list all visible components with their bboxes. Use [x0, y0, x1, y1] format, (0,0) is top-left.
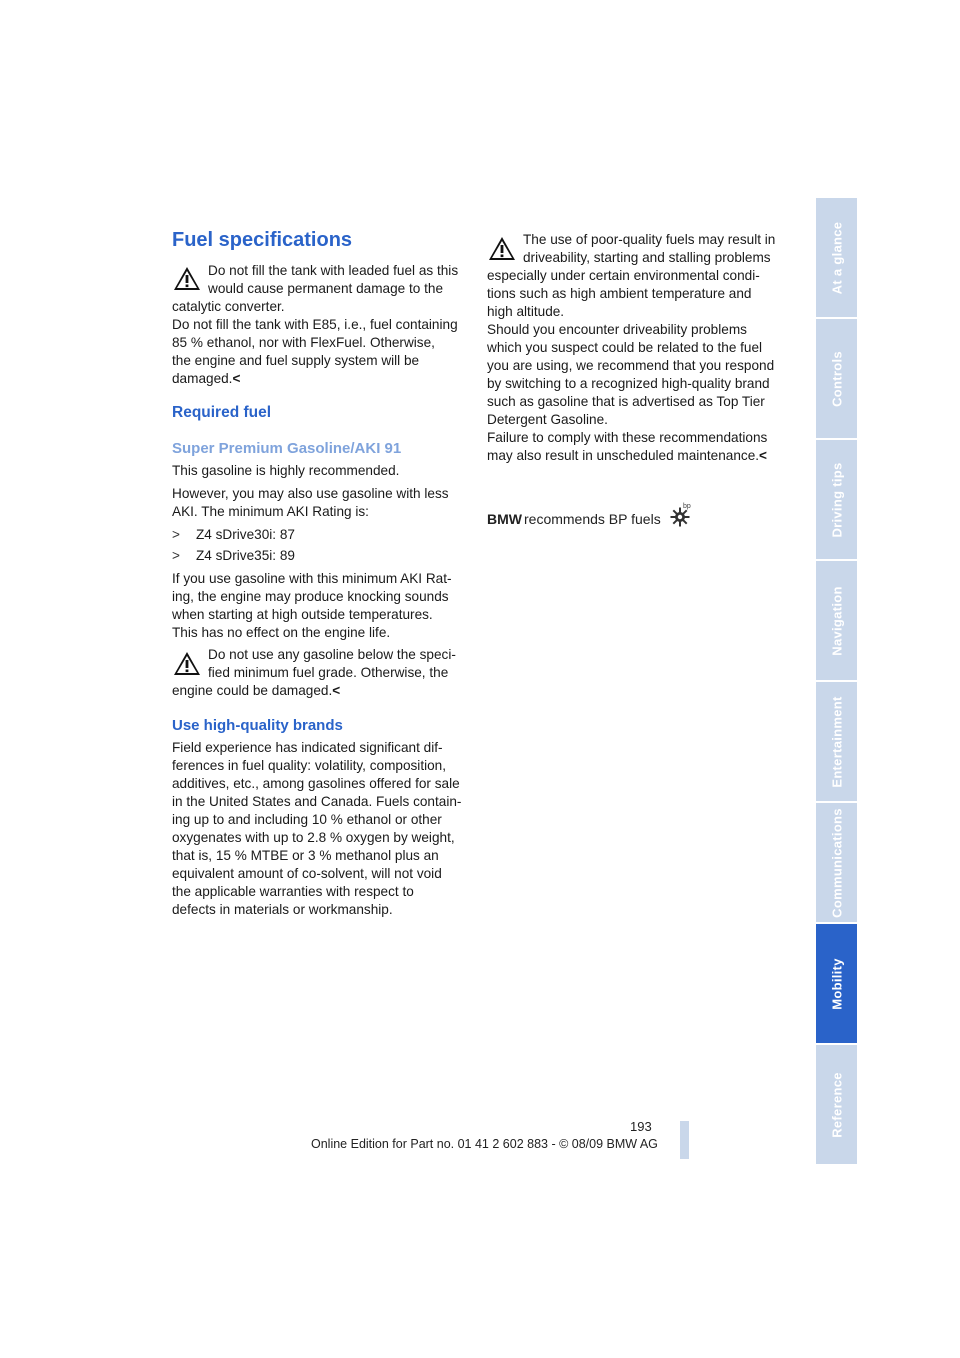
paragraph-line: ferences in fuel quality: volatility, composition, [172, 758, 447, 773]
warning-line: fied minimum fuel grade. Otherwise, the [208, 665, 449, 680]
chapter-tab-reference[interactable] [816, 1045, 857, 1164]
paragraph-line: additives, etc., among gasolines offered for sale [172, 776, 460, 791]
chapter-tab-label: Driving tips [829, 461, 844, 538]
warning-line: by switching to a recognized high-quality brand [487, 376, 770, 391]
end-mark: < [332, 683, 341, 698]
chapter-tab-label: Controls [829, 350, 844, 407]
end-mark: < [232, 371, 241, 386]
section-heading-required-fuel: Required fuel [172, 404, 272, 421]
warning-minimum-grade [172, 646, 472, 700]
paragraph-line: that is, 15 % MTBE or 3 % methanol plus an [172, 848, 439, 863]
warning-line: damaged.< [172, 371, 241, 386]
page-number: 193 [630, 1119, 652, 1134]
chapter-tab-label: Communications [829, 807, 844, 918]
bmw-recommends-bp-logo [487, 503, 697, 533]
warning-line: engine could be damaged.< [172, 683, 341, 698]
end-mark: < [759, 448, 767, 463]
paragraph-line: AKI. The minimum AKI Rating is: [172, 504, 369, 519]
warning-line: Do not use any gasoline below the speci- [208, 647, 456, 662]
warning-line: which you suspect could be related to the fuel [487, 340, 763, 355]
warning-line: the engine and fuel supply system will be [172, 353, 420, 368]
section-heading-brands: Use high-quality brands [172, 717, 343, 734]
warning-line: would cause permanent damage to the [208, 281, 444, 296]
warning-line: The use of poor-quality fuels may result in [523, 232, 776, 247]
chapter-tab-driving-tips[interactable] [816, 440, 857, 559]
subheading-super-premium: Super Premium Gasoline/AKI 91 [172, 440, 402, 457]
chapter-tab-label: Reference [829, 1071, 844, 1138]
paragraph-line: when starting at high outside temperatures. [172, 607, 433, 622]
paragraph-line: equivalent amount of co-solvent, will not void [172, 866, 442, 881]
chapter-tab-entertainment[interactable] [816, 682, 857, 801]
paragraph-line: ing, the engine may produce knocking sounds [172, 589, 449, 604]
warning-line: may also result in unscheduled maintenance.< [487, 448, 767, 463]
warning-line: Should you encounter driveability problems [487, 322, 747, 337]
bullet-mark: > [172, 527, 180, 542]
chapter-tab-label: Mobility [829, 957, 844, 1010]
chapter-tab-mobility[interactable] [816, 924, 857, 1043]
chapter-tabs [816, 198, 857, 1166]
warning-line: Do not fill the tank with E85, i.e., fuel containing [172, 317, 458, 332]
list-item: > Z4 sDrive35i: 89 [172, 548, 295, 563]
paragraph-line: This has no effect on the engine life. [172, 625, 391, 640]
bmw-wordmark: BMW [487, 511, 522, 527]
warning-line: catalytic converter. [172, 299, 285, 314]
warning-line: 85 % ethanol, nor with FlexFuel. Otherwise, [172, 335, 435, 350]
warning-line: especially under certain environmental condi- [487, 268, 760, 283]
warning-line: high altitude. [487, 304, 565, 319]
warning-line: Detergent Gasoline. [487, 412, 608, 427]
page-title: Fuel specifications [172, 229, 353, 251]
page-tab-marker [680, 1121, 689, 1159]
logo-text: recommends BP fuels [524, 511, 661, 527]
warning-poor-quality-fuel [487, 231, 787, 465]
paragraph-line: oxygenates with up to 2.8 % oxygen by weight, [172, 830, 455, 845]
chapter-tab-label: Navigation [829, 585, 844, 656]
paragraph-line: defects in materials or workmanship. [172, 902, 393, 917]
warning-leaded-fuel [172, 262, 472, 388]
aki-paragraph [172, 485, 449, 521]
paragraph-line: in the United States and Canada. Fuels contain- [172, 794, 462, 809]
footer-edition-text: Online Edition for Part no. 01 41 2 602 883 - © 08/09 BMW AG [311, 1137, 658, 1151]
chapter-tab-label: At a glance [829, 221, 844, 294]
chapter-tab-label: Entertainment [829, 695, 844, 788]
warning-line: Failure to comply with these recommendations [487, 430, 768, 445]
chapter-tab-communications[interactable] [816, 803, 857, 922]
list-item: > Z4 sDrive30i: 87 [172, 527, 295, 542]
bp-wordmark: bp [683, 503, 691, 510]
knocking-note [172, 570, 452, 642]
warning-line: tions such as high ambient temperature and [487, 286, 752, 301]
brands-paragraph [172, 739, 461, 919]
chapter-tab-at-a-glance[interactable] [816, 198, 857, 317]
intro-text: This gasoline is highly recommended. [172, 463, 400, 478]
paragraph-line: If you use gasoline with this minimum AKI Rat- [172, 571, 452, 586]
bp-helios-icon [670, 507, 690, 527]
paragraph-line: Field experience has indicated significant dif- [172, 740, 443, 755]
chapter-tab-navigation[interactable] [816, 561, 857, 680]
warning-line: driveability, starting and stalling problems [523, 250, 771, 265]
warning-line: Do not fill the tank with leaded fuel as this [208, 263, 459, 278]
paragraph-line: However, you may also use gasoline with less [172, 486, 449, 501]
paragraph-line: ing up to and including 10 % ethanol or other [172, 812, 442, 827]
bullet-mark: > [172, 548, 180, 563]
warning-line: such as gasoline that is advertised as Top Tier [487, 394, 765, 409]
chapter-tab-controls[interactable] [816, 319, 857, 438]
paragraph-line: the applicable warranties with respect to [172, 884, 414, 899]
warning-line: you are using, we recommend that you respond [487, 358, 775, 373]
